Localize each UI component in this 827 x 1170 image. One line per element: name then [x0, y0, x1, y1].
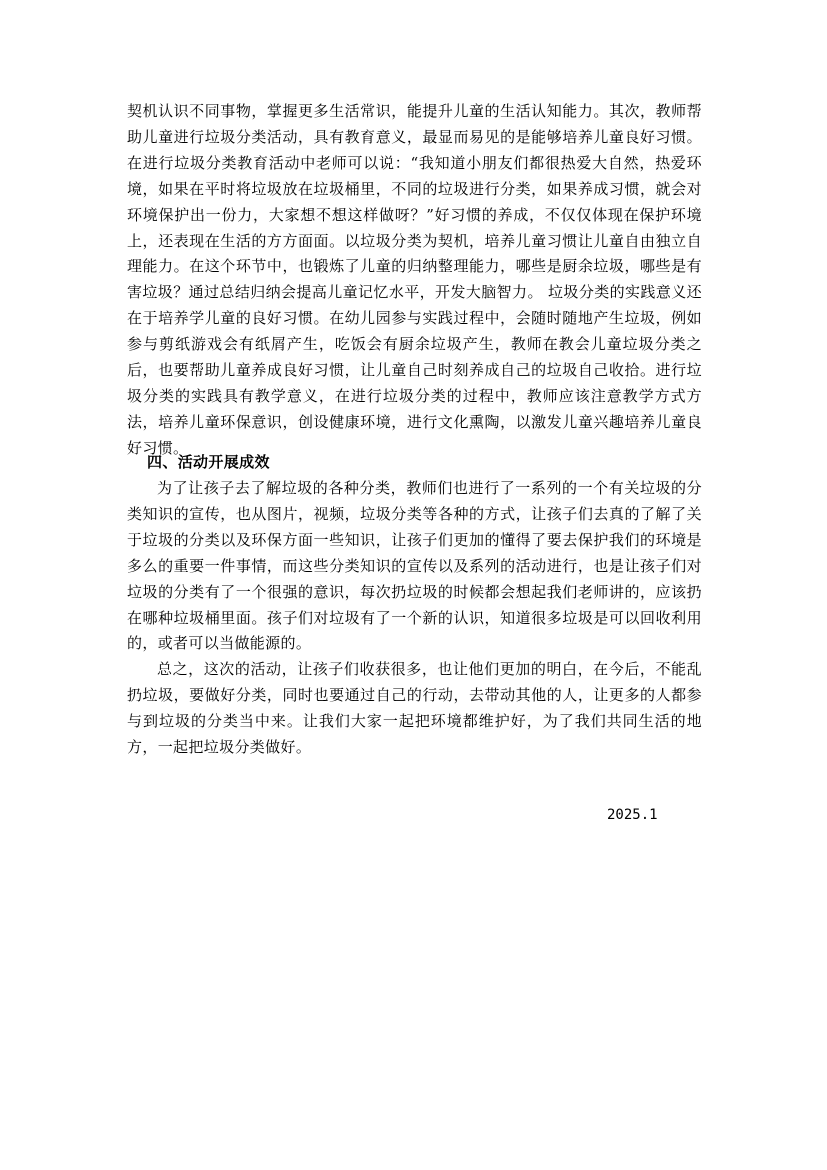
- document-page: [127, 0, 702, 1170]
- section-heading: 四、活动开展成效: [147, 453, 270, 471]
- document-date: 2025.1: [607, 807, 658, 823]
- paragraph-continued: 契机认识不同事物，掌握更多生活常识，能提升儿童的生活认知能力。其次，教师帮助儿童进行垃圾分类活动，具有教育意义，最显而易见的是能够培养儿童良好习惯。在进行垃圾分类教育活动中老师可以说：“我知道小朋友们都很热爱大自然，热爱环境，如果在平时将垃圾放在垃圾桶里，不同的垃圾进行分类，如果养成习惯，就会对环境保护出一份力，大家想不想这样做呀？”好习惯的养成，不仅仅体现在保护环境上，还表现在生活的方方面面。以垃圾分类为契机，培养儿童习惯让儿童自由独立自理能力。在这个环节中，也锻炼了儿童的归纳整理能力，哪些是厨余垃圾，哪些是有害垃圾？通过总结归纳会提高儿童记忆水平，开发大脑智力。 垃圾分类的实践意义还在于培养学儿童的良好习惯。在幼儿园参与实践过程中，会随时随地产生垃圾，例如参与剪纸游戏会有纸屑产生，吃饭会有厨余垃圾产生，教师在教会儿童垃圾分类之后，也要帮助儿童养成良好习惯，让儿童自己时刻养成自己的垃圾自己收拾。进行垃圾分类的实践具有教学意义，在进行垃圾分类的过程中，教师应该注意教学方式方法，培养儿童环保意识，创设健康环境，进行文化熏陶，以激发儿童兴趣培养儿童良好习惯。: [127, 102, 702, 457]
- paragraph-activity: 为了让孩子去了解垃圾的各种分类，教师们也进行了一系列的一个有关垃圾的分类知识的宣传，也从图片，视频，垃圾分类等各种的方式，让孩子们去真的了解了关于垃圾的分类以及环保方面一些知识，让孩子们更加的懂得了要去保护我们的环境是多么的重要一件事情，而这些分类知识的宣传以及系列的活动进行，也是让孩子们对垃圾的分类有了一个很强的意识，每次扔垃圾的时候都会想起我们老师讲的，应该扔在哪种垃圾桶里面。孩子们对垃圾有了一个新的认识，知道很多垃圾是可以回收利用的，或者可以当做能源的。: [127, 479, 702, 653]
- paragraph-summary: 总之，这次的活动，让孩子们收获很多，也让他们更加的明白，在今后，不能乱扔垃圾，要做好分类，同时也要通过自己的行动，去带动其他的人，让更多的人都参与到垃圾的分类当中来。让我们大家一起把环境都维护好，为了我们共同生活的地方，一起把垃圾分类做好。: [127, 660, 702, 756]
